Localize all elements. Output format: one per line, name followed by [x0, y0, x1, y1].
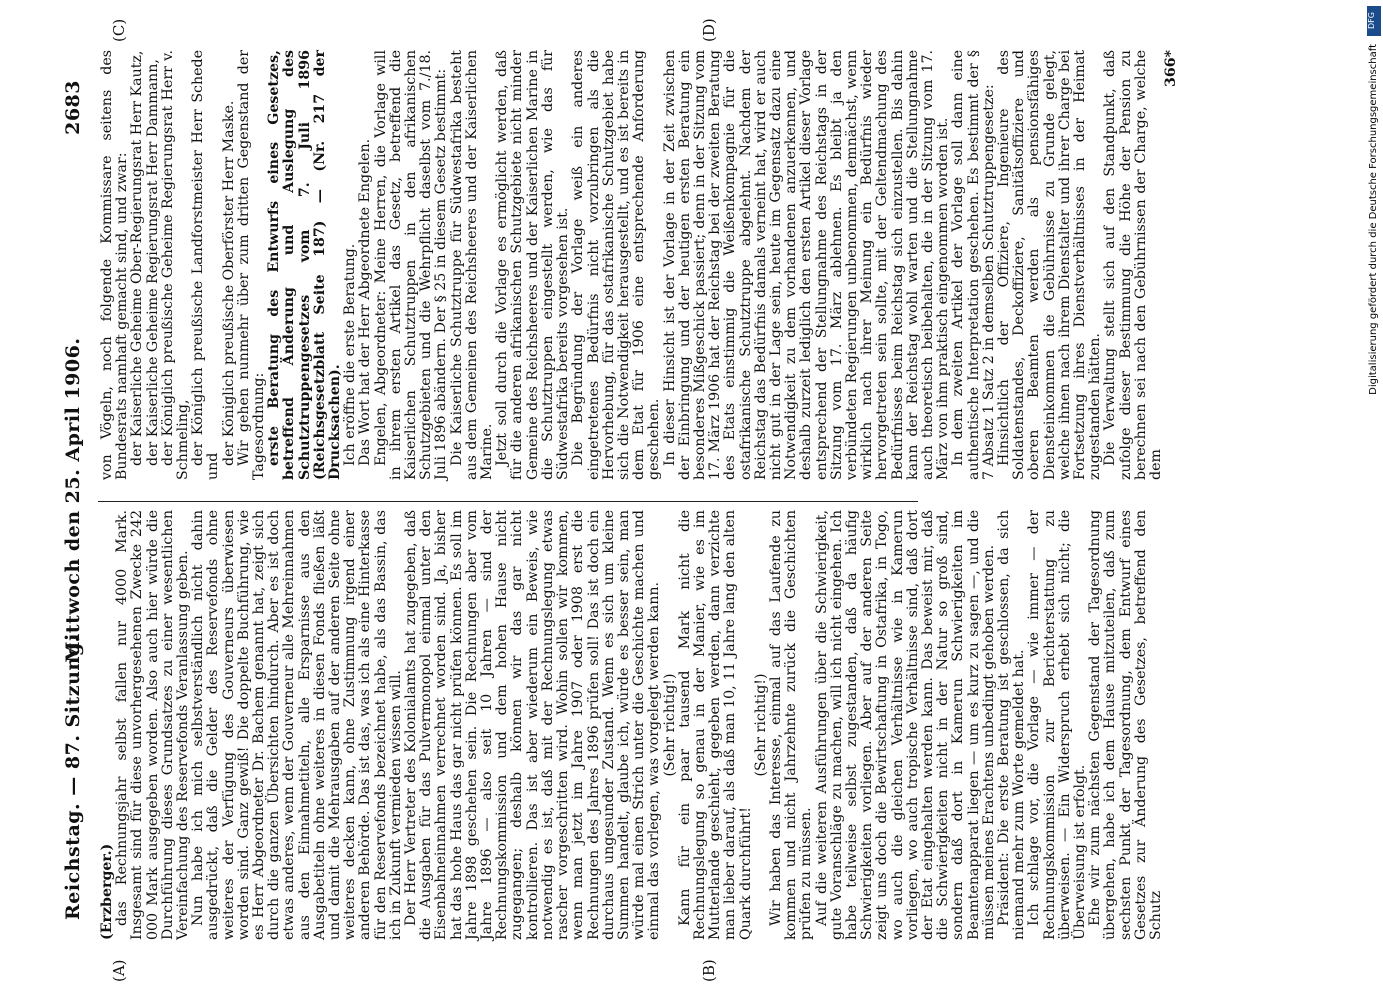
- paragraph: Die Begründung der Vorlage weiß ein anderes eingetretenes Bedürfnis nicht vorzubringen als die Hervorhebung, für das ostafrikanische Schutzgebiet habe sich die Notwendigkeit herausgestellt, und es ist bereits in dem Etat für 1906 eine entsprechende Anforderung geschehen.: [570, 50, 663, 480]
- paragraph: In dem zweiten Artikel der Vorlage soll dann eine authentische Interpretation geschehen. Es bestimmt der § 7 Absatz 1 Satz 2 in demselben Schutztruppengesetze:: [950, 50, 997, 480]
- paragraph: Ich eröffne die erste Beratung.: [342, 243, 359, 466]
- quoted-paragraph: Die Kaiserliche Schutztruppe für Südwestafrika besteht aus dem Gemeinen des Reichsheeres und der Kaiserlichen Marine.: [448, 50, 496, 480]
- paragraph: Kann für ein paar tausend Mark nicht die Rechnungslegung so genau in der Manier, wie es im Mutterlande geschieht, gegeben werden, dann verzichte man lieber darauf, als daß man 10, 11 Jahre lang den alten Quark durchführt!: [676, 510, 754, 940]
- paragraph: das Rechnungsjahr selbst fallen nur 4000 Mark. Insgesamt sind für diese unvorhergesehenen Zwecke 242 000 Mark ausgegeben worden. Also auch hier würde die Durchführung dieses Grundsatzes zu einer wesentlichen Vereinfachung des Reservefonds Veranlassung geben.: [114, 510, 192, 940]
- commissioner-item: der Königlich preußische Oberförster Herr Maske.: [220, 100, 237, 466]
- margin-marker-b: (B): [700, 959, 718, 982]
- paragraph: Wir haben das Interesse, einmal auf das Laufende zu kommen und nicht Jahrzehnte zurück die Geschichten prüfen zu müssen.: [767, 510, 815, 940]
- page-number: 2683: [62, 80, 84, 135]
- quoted-paragraph: Hinsichtlich der Offiziere, Ingenieure des Soldatenstandes, Deckoffiziere, Sanitätsoffiziere und oberen Beamten werden als pensionsfähiges Diensteinkommen die Gebührnisse zu Grunde gelegt, welche ihnen nach ihrem Dienstalter und ihrer Charge bei Fortsetzung ihres Dienstverhältnisses in der Heimat zugestanden hätten.: [995, 50, 1104, 480]
- margin-marker-d: (D): [700, 18, 718, 42]
- header-date: Mittwoch den 25. April 1906.: [62, 337, 84, 663]
- agenda-item: erste Beratung des Entwurfs eines Gesetzes, betreffend Änderung und Auslegung des Schutztruppengesetzes vom 7. Juli 1896 (Reichsgesetzblatt Seite 187) — (Nr. 217 der Drucksachen).: [266, 50, 344, 480]
- commissioner-item: der Königlich preußische Geheime Regierungsrat Herr v. Schmeling,: [159, 50, 192, 480]
- margin-marker-c: (C): [110, 18, 128, 42]
- paragraph: Das Wort hat der Herr Abgeordnete Engelen.: [357, 138, 374, 466]
- dfg-logo: DFG: [1367, 6, 1381, 36]
- paragraph: In dieser Hinsicht ist der Vorlage in der Zeit zwischen der Einbringung und der heutigen ersten Beratung ein besonderes Mißgeschick passiert; denn in der Sitzung vom 17. März 1906 hat der Reichstag bei der zweiten Beratung des Etats einstimmig die Weißenkompagnie für die ostafrikanische Schutztruppe abgelehnt. Nachdem der Reichstag das Bedürfnis damals verneint hat, wird er auch nicht gut in der Lage sein, heute im Gegensatz dazu eine Notwendigkeit zu dem vorhandenen anzuerkennen, und deshalb zurzeit lediglich den ersten Artikel dieser Vorlage entsprechend der Stellungnahme des Reichstags in der Sitzung vom 17. März ablehnen. Es bleibt ja den verbündeten Regierungen unbenommen, demnächst, wenn wirklich nach ihrer Meinung ein Bedürfnis wieder hervorgetreten sein sollte, mit der Geltendmachung des Bedürfnisses beim Reichstag sich einzustellen. Bis dahin kann der Reichstag wohl warten und die Stellungnahme auch theoretisch beibehalten, die in der Sitzung vom 17. März von ihm praktisch eingenommen worden ist.: [661, 50, 952, 480]
- paragraph: Ich schlage vor, die Vorlage — wie immer — der Rechnungskommission zur Berichterstattung zu überweisen. — Ein Widerspruch erhebt sich nicht; die Überweisung ist erfolgt.: [1026, 510, 1088, 940]
- running-header: [62, 40, 88, 960]
- paragraph: Auf die weiteren Ausführungen über die Schwierigkeit, gute Voranschläge zu machen, will ich nicht eingehen. Ich habe teilweise selbst zugestanden, daß da häufig Schwierigkeiten vorliegen. Aber auf der anderen Seite zeigt uns doch die Bewirtschaftung in Ostafrika, in Togo, wo auch die gleichen Verhältnisse wie in Kamerun vorliegen, wo auch tropische Verhältnisse sind, daß dort der Etat eingehalten werden kann. Das beweist mir, daß die Schwierigkeiten nicht in der Natur so groß sind, sondern daß dort in Kamerun Schwierigkeiten im Beamtenapparat liegen — um es kurz zu sagen —, und die müssen meines Erachtens unbedingt gehoben werden.: [813, 510, 997, 940]
- paragraph: von Vögeln, noch folgende Kommissare seitens des Bundesrats namhaft gemacht sind, und zwar:: [99, 50, 131, 480]
- speaker-label: (Erzberger.): [99, 843, 115, 940]
- commissioner-item: der Königlich preußische Landforstmeister Herr Schede und: [190, 50, 222, 480]
- signature-mark: 366*: [1163, 50, 1180, 88]
- left-column: [100, 510, 1164, 940]
- paragraph: Die Verwaltung stellt sich auf den Standpunkt, daß zufolge dieser Bestimmung die Höhe der Pension zu berechnen sei nach den Gebührnissen der Charge, welche dem: [1102, 50, 1165, 480]
- interjection: (Sehr richtig!): [752, 673, 769, 777]
- header-left: Reichstag. — 87. Sitzung.: [62, 635, 84, 920]
- commissioner-item: der Kaiserliche Geheime Regierungsrat Herr Dammann,: [144, 59, 161, 466]
- paragraph: Ehe wir zum nächsten Gegenstand der Tagesordnung übergehen, habe ich dem Hause mitzuteilen, daß zum sechsten Punkt der Tagesordnung, dem Entwurf eines Gesetzes zur Änderung des Gesetzes, betreffend den Schutz: [1087, 510, 1165, 940]
- column-divider: [98, 501, 918, 502]
- paragraph: Jetzt soll durch die Vorlage es ermöglicht werden, daß für die anderen afrikanischen Schutzgebiete nicht minder Gemeine des Reichsheeres und der Kaiserlichen Marine in die Schutztruppen eingestellt werden, wie das für Südwestafrika bereits vorgesehen ist.: [494, 50, 572, 480]
- margin-marker-a: (A): [110, 959, 128, 982]
- interjection: (Sehr richtig!): [661, 673, 678, 777]
- paragraph: Der Herr Vertreter des Kolonialamts hat zugegeben, daß die Ausgaben für das Pulvermonopol einmal unter den Eisenbahneinnahmen verrechnet worden sind. Ja, bisher hat das hohe Haus das gar nicht prüfen können. Es soll im Jahre 1898 geschehen sein. Die Rechnungen aber vom Jahre 1896 — also seit 10 Jahren — sind der Rechnungskommission und dem hohen Hause nicht zugegangen; deshalb können wir das gar nicht kontrollieren. Das ist aber wiederum ein Beweis, wie notwendig es ist, daß mit der Rechnungslegung etwas rascher vorgeschritten wird. Wohin sollen wir kommen, wenn man jetzt im Jahre 1907 oder 1908 erst die Rechnungen des Jahres 1896 prüfen soll! Das ist doch ein durchaus ungesunder Zustand. Wenn es sich um kleine Summen handelt, glaube ich, würde es besser sein, man würde mal einen Strich unter die Geschichte machen und einmal das vorlegen, was vorgelegt werden kann.: [403, 510, 663, 940]
- paragraph: Nun habe ich mich selbstverständlich nicht dahin ausgedrückt, daß die Gelder des Reservefonds ohne weiteres der Verfügung des Gouverneurs überwiesen worden sind. Ganz gewiß! Die doppelte Buchführung, wie es Herr Abgeordneter Dr. Bachem genannt hat, zeigt sich durch die ganzen Übersichten hindurch. Aber es ist doch etwas anderes, wenn der Gouverneur alle Mehreinnahmen aus den Einnahmetiteln, alle Ersparnisse aus den Ausgabetiteln ohne weiteres in diesen Fonds fließen läßt und damit die Mehrausgaben auf der anderen Seite ohne weiteres decken kann, ohne Zustimmung irgend einer anderen Behörde. Das ist das, was ich als eine Hinterkasse für den Reservefonds bezeichnet habe, als das Bassin, das ich in Zukunft vermieden wissen will.: [190, 510, 404, 940]
- paragraph: Präsident: Die erste Beratung ist geschlossen, da sich niemand mehr zum Worte gemeldet hat.: [995, 510, 1028, 940]
- paragraph: Wir gehen nunmehr über zum dritten Gegenstand der Tagesordnung:: [235, 50, 268, 480]
- paragraph: Engelen, Abgeordneter: Meine Herren, die Vorlage will in ihrem ersten Artikel das Gesetz, betreffend die Kaiserlichen Schutztruppen in den afrikanischen Schutzgebieten und die Wehrpflicht daselbst vom 7./18. Juli 1896 abändern. Der § 25 in diesem Gesetz bestimmt:: [372, 50, 450, 480]
- right-column: [100, 50, 1179, 480]
- digitization-credit: Digitalisierung gefördert durch die Deutsche Forschungsgemeinschaft: [1368, 44, 1379, 395]
- commissioner-item: der Kaiserliche Geheime Ober-Regierungsrat Herr Kautz,: [129, 50, 146, 466]
